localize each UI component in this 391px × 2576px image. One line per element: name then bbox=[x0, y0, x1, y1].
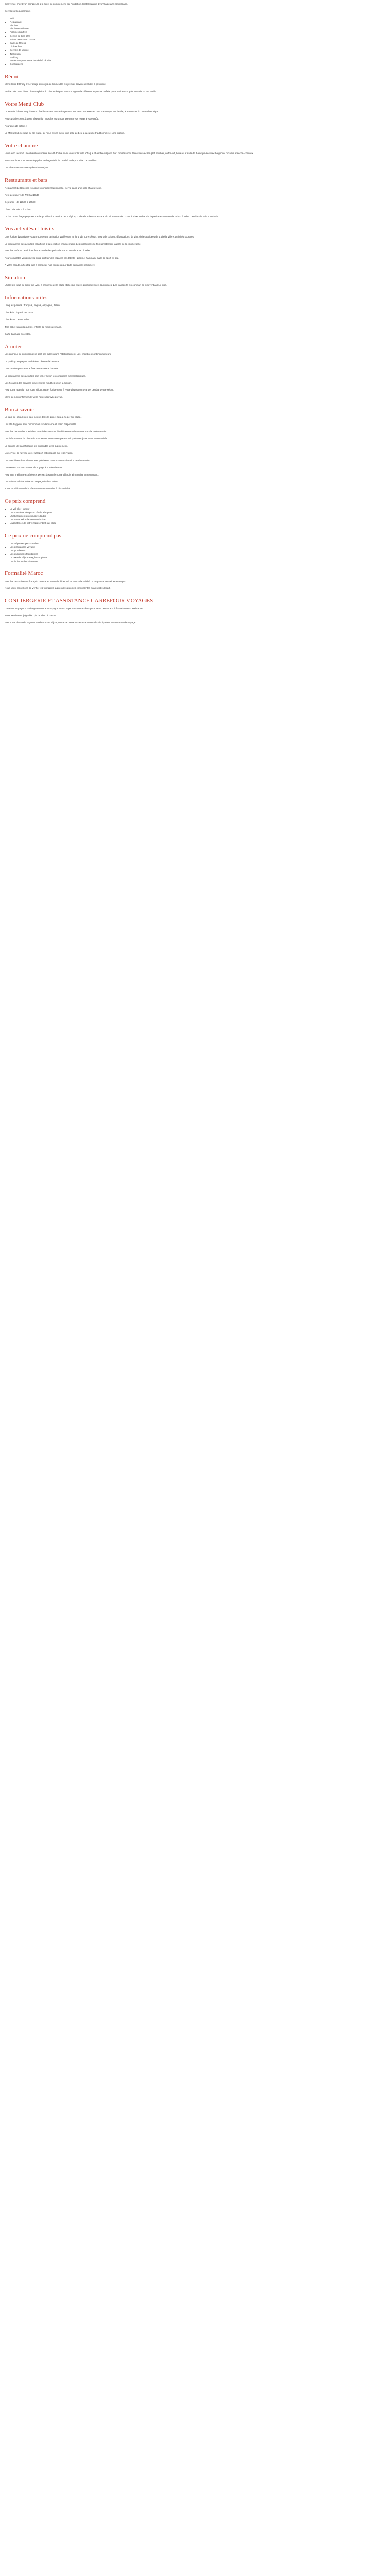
service-item: • Wifi bbox=[10, 17, 386, 21]
section-text: Menú Club D'Orsay © 1er étage du corps de l'immeuble en premier service de l'hôtel à proximité bbox=[5, 83, 106, 86]
section-text: Les mineurs doivent être accompagnés d'un adulte. bbox=[5, 480, 59, 483]
opening-hours: Dîner : de 19h00 à 22h30 bbox=[5, 208, 32, 211]
section-text: Les animaux de compagnie ne sont pas admis dans l'établissement. Les chambres sont non-fumeurs. bbox=[5, 353, 112, 356]
section-title: Réunit bbox=[5, 74, 20, 80]
section-text: Le parking est payant et doit être réservé à l'avance. bbox=[5, 360, 60, 363]
excluded-item: • Les dépenses personnelles bbox=[10, 542, 386, 546]
section-title: Ce prix comprend bbox=[5, 498, 46, 505]
section-text: La taxe de séjour n'est pas incluse dans le prix et sera à régler sur place. bbox=[5, 416, 82, 419]
section-text: Merci de nous informer de votre heure d'arrivée prévue. bbox=[5, 396, 63, 399]
service-item: • Salon - Hammam - Spa bbox=[10, 38, 386, 42]
section-text: Le bar du 4e étage propose une large sélection de vins de la région, cocktails et boissons sans alcool. Ouvert de 11h00 à 1h00. Le bar de la piscine est ouvert de 11h00 à 19h00 pendant la saison estivale. bbox=[5, 215, 219, 218]
section-text: Nos cuisiniers sont à votre disposition tous les jours pour préparer vos repas à votre goût. bbox=[5, 117, 99, 121]
section-title: Votre Menú Club bbox=[5, 101, 44, 108]
section-text: À votre écoute, n'hésitez pas à contacter nos équipes pour toute demande particulière. bbox=[5, 264, 96, 267]
section-text: Le programme des activités peut varier selon les conditions météorologiques. bbox=[5, 374, 86, 377]
excluded-item: • Les boissons hors formule bbox=[10, 560, 386, 564]
content bbox=[0, 0, 391, 625]
section-title: Ce prix ne comprend pas bbox=[5, 532, 61, 539]
section-title: Restaurants et bars bbox=[5, 177, 48, 183]
excluded-item: • Les assurances voyage bbox=[10, 546, 386, 549]
section-text: Le Menú Club D'Orsay ® est un établissement du 4e étage avec ses deux terrasses et une vue unique sur la ville, à 3 minutes du centre historique. bbox=[5, 110, 159, 113]
included-list bbox=[5, 507, 386, 525]
section-text: Les horaires des services peuvent être modifiés selon la saison. bbox=[5, 381, 72, 384]
service-item: • Service de voiture bbox=[10, 49, 386, 53]
section-text: Pour toute demande urgente pendant votre séjour, contactez notre assistance au numéro indiqué sur votre carnet de voyage. bbox=[5, 621, 136, 624]
section-text: Les lits d'appoint sont disponibles sur demande et selon disponibilité. bbox=[5, 423, 77, 426]
excluded-item: • Les excursions facultatives bbox=[10, 553, 386, 556]
included-item: • Les repas selon la formule choisie bbox=[10, 518, 386, 522]
service-item: • Piscine extérieure bbox=[10, 27, 386, 31]
service-item: • Salle de fitness bbox=[10, 42, 386, 45]
section-text: Pour toute question sur votre séjour, notre équipe reste à votre disposition avant et pendant votre séjour. bbox=[5, 388, 115, 392]
section-title: Votre chambre bbox=[5, 142, 38, 149]
section-text: Les conditions d'annulation sont précisées dans votre confirmation de réservation. bbox=[5, 459, 91, 462]
section-text: Pour les ressortissants français, une carte nationale d'identité en cours de validité ou un passeport valide est requis. bbox=[5, 580, 126, 583]
service-item: • Piscine bbox=[10, 24, 386, 28]
included-item: • L'hébergement en chambre double bbox=[10, 515, 386, 518]
section-text: Nous vous conseillons de vérifier les formalités auprès des autorités compétentes avant votre départ. bbox=[5, 587, 111, 590]
section-title: Vos activités et loisirs bbox=[5, 226, 55, 232]
services-list bbox=[5, 17, 386, 66]
section-text: Check-out : avant 11h00 bbox=[5, 318, 30, 321]
section-text: Toute modification de la réservation est soumise à disponibilité. bbox=[5, 487, 71, 490]
section-text: Conservez vos documents de voyage à portée de main. bbox=[5, 466, 63, 469]
opening-hours: Déjeuner : de 12h00 à 14h30 bbox=[5, 200, 36, 204]
section-text: Langues parlées : français, anglais, espagnol, italien. bbox=[5, 304, 61, 307]
section-title: CONCIERGERIE ET ASSISTANCE CARREFOUR VOYAGES bbox=[5, 598, 153, 604]
section-text: Une caution pourra vous être demandée à l'arrivée. bbox=[5, 367, 59, 370]
section-text: Les chambres sont nettoyées chaque jour. bbox=[5, 166, 50, 169]
included-item: • Les transferts aéroport / hôtel / aéroport bbox=[10, 511, 386, 515]
section-title: Formalité Maroc bbox=[5, 570, 43, 577]
services-heading: Services et équipements bbox=[5, 9, 31, 12]
section-text: Une équipe dynamique vous propose une animation variée tout au long de votre séjour : cours de cuisine, dégustations de vins, visites guidées de la vieille ville et activités sportives. bbox=[5, 235, 195, 238]
section-text: Carrefour Voyages Conciergerie vous accompagne avant et pendant votre séjour pour toute demande d'information ou d'assistance. bbox=[5, 607, 143, 610]
section-text: Le programme des activités est affiché à la réception chaque matin. Les inscriptions se font directement auprès de la conciergerie. bbox=[5, 242, 141, 245]
section-text: Pour les demandes spéciales, merci de contacter l'établissement directement après la réservation. bbox=[5, 430, 108, 433]
service-item: • Centre de bien-être bbox=[10, 35, 386, 38]
service-item: • Télévision bbox=[10, 53, 386, 56]
section-text: Nos chambres sont toutes équipées de linge de lit de qualité et de produits d'accueil bio. bbox=[5, 159, 97, 162]
section-text: Pour les enfants : le club enfant accueille les petits de 4 à 12 ans de 9h00 à 18h00. bbox=[5, 249, 92, 252]
section-text: Pour une meilleure expérience, pensez à signaler toute allergie alimentaire au restaurant. bbox=[5, 473, 99, 476]
section-text: Les informations de check-in vous seront transmises par e-mail quelques jours avant votre arrivée. bbox=[5, 437, 108, 440]
service-item: • Conciergerie bbox=[10, 63, 386, 66]
intro-text: Bienvenue chez Lyon compteurs à la suite de complément par Fondation Castelepargne Lyon/Castelaire-Saint Claire. bbox=[5, 3, 128, 5]
section-text: Pour plus de détails : bbox=[5, 125, 27, 128]
excluded-item: • Les pourboires bbox=[10, 549, 386, 553]
section-title: Situation bbox=[5, 275, 25, 281]
section-text: L'hôtel est situé au cœur de Lyon, à proximité de la place Bellecour et des principaux sites touristiques. Les transports en commun se trouvent à deux pas. bbox=[5, 284, 167, 287]
service-item: • Accès aux personnes à mobilité réduite bbox=[10, 59, 386, 63]
section-text: Carte bancaire acceptée. bbox=[5, 332, 31, 335]
opening-hours: Petit-déjeuner : de 7h00 à 10h30 bbox=[5, 193, 39, 196]
service-item: • Piscine chauffée bbox=[10, 31, 386, 35]
section-title: À noter bbox=[5, 343, 22, 350]
section-text: Check-in : à partir de 15h00 bbox=[5, 311, 34, 314]
section-text: Le service de blanchisserie est disponible avec supplément. bbox=[5, 445, 68, 447]
section-text: Restaurant Le Bouchon : cuisine lyonnaise traditionnelle, servie dans une salle chaleureuse. bbox=[5, 187, 102, 190]
section-text: Tarif bébé : gratuit pour les enfants de moins de 2 ans. bbox=[5, 326, 62, 329]
excluded-list bbox=[5, 542, 386, 563]
service-item: • Restaurant bbox=[10, 21, 386, 24]
service-item: • Club enfant bbox=[10, 45, 386, 49]
included-item: • L'assistance de notre représentant sur place bbox=[10, 522, 386, 526]
section-text: Le Menú Club se situe au 4e étage, où nous avons aussi une salle dédiée à la cuisine traditionnelle et une piscine. bbox=[5, 132, 125, 135]
section-text: Un service de navette vers l'aéroport est proposé sur réservation. bbox=[5, 451, 73, 454]
included-item: • Le vol aller - retour bbox=[10, 507, 386, 511]
section-text: Pour compléter, vous pouvez aussi profiter des espaces de détente : piscine, hammam, salle de sport et spa. bbox=[5, 257, 119, 260]
section-title: Bon à savoir bbox=[5, 406, 34, 413]
section-title: Informations utiles bbox=[5, 295, 48, 301]
section-text: Notre service est joignable 7j/7 de 9h00 à 19h00. bbox=[5, 614, 56, 617]
section-text: Profitez de notre décor : l'atmosphère du chic et élégant en compagnie de différents espaces parfaits pour venir en couple, en amis ou en famille. bbox=[5, 90, 157, 93]
service-item: • Parking bbox=[10, 56, 386, 60]
excluded-item: • La taxe de séjour à régler sur place bbox=[10, 556, 386, 560]
section-text: Vous avez réservé une chambre supérieure à lit double avec vue sur la ville. Chaque chambre dispose de : climatisation, télévision à écran plat, minibar, coffre-fort, bureau et salle de bains privée avec baignoire, douche et sèche-cheveux. bbox=[5, 152, 254, 155]
